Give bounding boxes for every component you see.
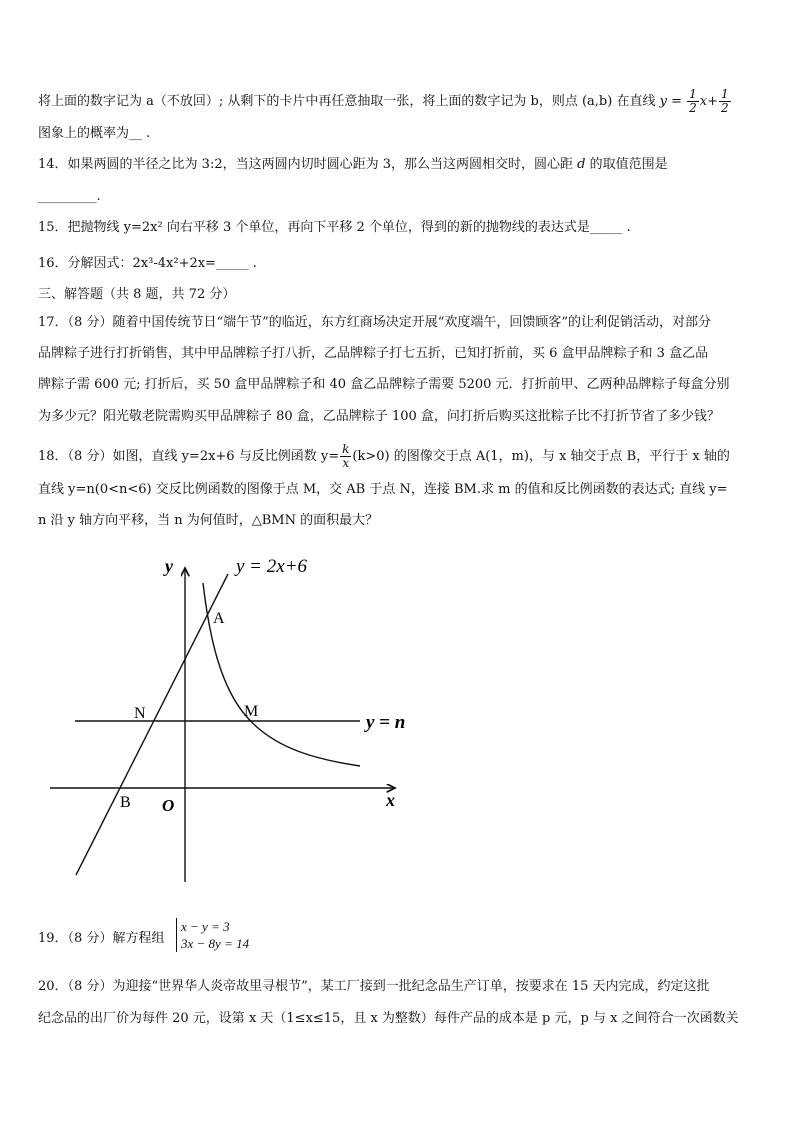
q20-line2: 纪念品的出厂价为每件 20 元，设第 x 天（1≤x≤15，且 x 为整数）每件产品的成本是 p 元，p 与 x 之间符合一次函数关 — [38, 1011, 739, 1026]
q14-line1 — [38, 156, 668, 174]
q13-text: 将上面的数字记为 a（不放回）; 从剩下的卡片中再任意抽取一张，将上面的数字记为 b，则点 (a,b) 在直线 — [38, 94, 656, 109]
section3-title: 三、解答题（共 8 题，共 72 分） — [38, 287, 236, 302]
q13-frac2-num: 1 — [721, 87, 729, 101]
q13-line2: 图象上的概率为__ . — [38, 126, 151, 141]
q18-text-post: (k>0) 的图像交于点 A(1，m)，与 x 轴交于点 B，平行于 x 轴的 — [352, 449, 730, 464]
q13-fraction-1 — [687, 88, 699, 115]
q18-frac-num: k — [342, 442, 350, 456]
label-point-N: N — [134, 705, 146, 722]
label-point-M: M — [244, 703, 259, 720]
q13-frac1-num: 1 — [689, 87, 697, 101]
line-y-2x-plus-6 — [76, 574, 228, 875]
q13-frac1-den: 2 — [689, 101, 697, 115]
label-x-axis: x — [386, 790, 395, 810]
q13-fraction-2 — [719, 88, 731, 115]
label-point-A: A — [213, 610, 225, 627]
q14-text-post: 的取值范围是 — [589, 157, 668, 172]
q18-line3: n 沿 y 轴方向平移，当 n 为何值时，△BMN 的面积最大？ — [38, 513, 379, 528]
q16-text: 16．分解因式：2x³-4x²+2x=_____ . — [38, 256, 257, 271]
q19-eq2: 3x − 8y = 14 — [181, 936, 250, 951]
q14-text: 14．如果两圆的半径之比为 3:2，当这两圆内切时圆心距为 3，那么当这两圆相交时，圆心距 — [38, 157, 574, 172]
label-origin-O: O — [162, 796, 175, 815]
q18-text: 18．（8 分）如图，直线 y=2x+6 与反比例函数 y= — [38, 449, 340, 464]
label-y-equals-n: y = n — [366, 712, 406, 733]
q14-line2: _________. — [38, 189, 101, 204]
q20-line1: 20．（8 分）为迎接“世界华人炎帝故里寻根节”，某工厂接到一批纪念品生产订单，按要求在 15 天内完成，约定这批 — [38, 979, 710, 994]
q13-frac2-den: 2 — [721, 101, 729, 115]
label-point-B: B — [120, 794, 131, 811]
q18-fraction — [340, 443, 351, 470]
q19-prefix: 19．（8 分）解方程组 — [38, 931, 165, 946]
q18-frac-den: x — [342, 456, 350, 470]
label-line-eq: y = 2x+6 — [236, 556, 308, 577]
q13-eq-x: x+ — [699, 94, 718, 109]
q15-text: 15．把抛物线 y=2x² 向右平移 3 个单位，再向下平移 2 个单位，得到的新的抛物线的表达式是_____ . — [38, 220, 631, 235]
q18-line2: 直线 y=n(0<n<6) 交反比例函数的图像于点 M，交 AB 于点 N，连接 BM.求 m 的值和反比例函数的表达式; 直线 y= — [38, 482, 728, 497]
q17-line1: 17．（8 分）随着中国传统节日“端午节”的临近，东方红商场决定开展“欢度端午，回馈顾客”的让利促销活动，对部分 — [38, 315, 712, 330]
q17-line3: 牌粽子需 600 元; 打折后，买 50 盒甲品牌粽子和 40 盒乙品牌粽子需要 5200 元．打折前甲、乙两种品牌粽子每盒分别 — [38, 377, 730, 392]
q14-var-d: d — [577, 157, 586, 172]
function-graph-figure — [40, 548, 430, 893]
q19-equation-system — [176, 918, 249, 952]
q17-line4: 为多少元？阳光敬老院需购买甲品牌粽子 80 盒，乙品牌粽子 100 盒，问打折后购买这批粽子比不打折节省了多少钱？ — [38, 409, 720, 424]
q13-eq-y: y = — [659, 94, 682, 109]
hyperbola-curve — [203, 583, 360, 766]
q13-line1 — [38, 88, 732, 115]
q18-line1 — [38, 443, 730, 470]
q19-eq1: x − y = 3 — [181, 919, 230, 934]
q17-line2: 品牌粽子进行打折销售，其中甲品牌粽子打八折，乙品牌粽子打七五折，已知打折前，买 6 盒甲品牌粽子和 3 盒乙品 — [38, 346, 709, 361]
label-y-axis: y — [165, 556, 173, 576]
